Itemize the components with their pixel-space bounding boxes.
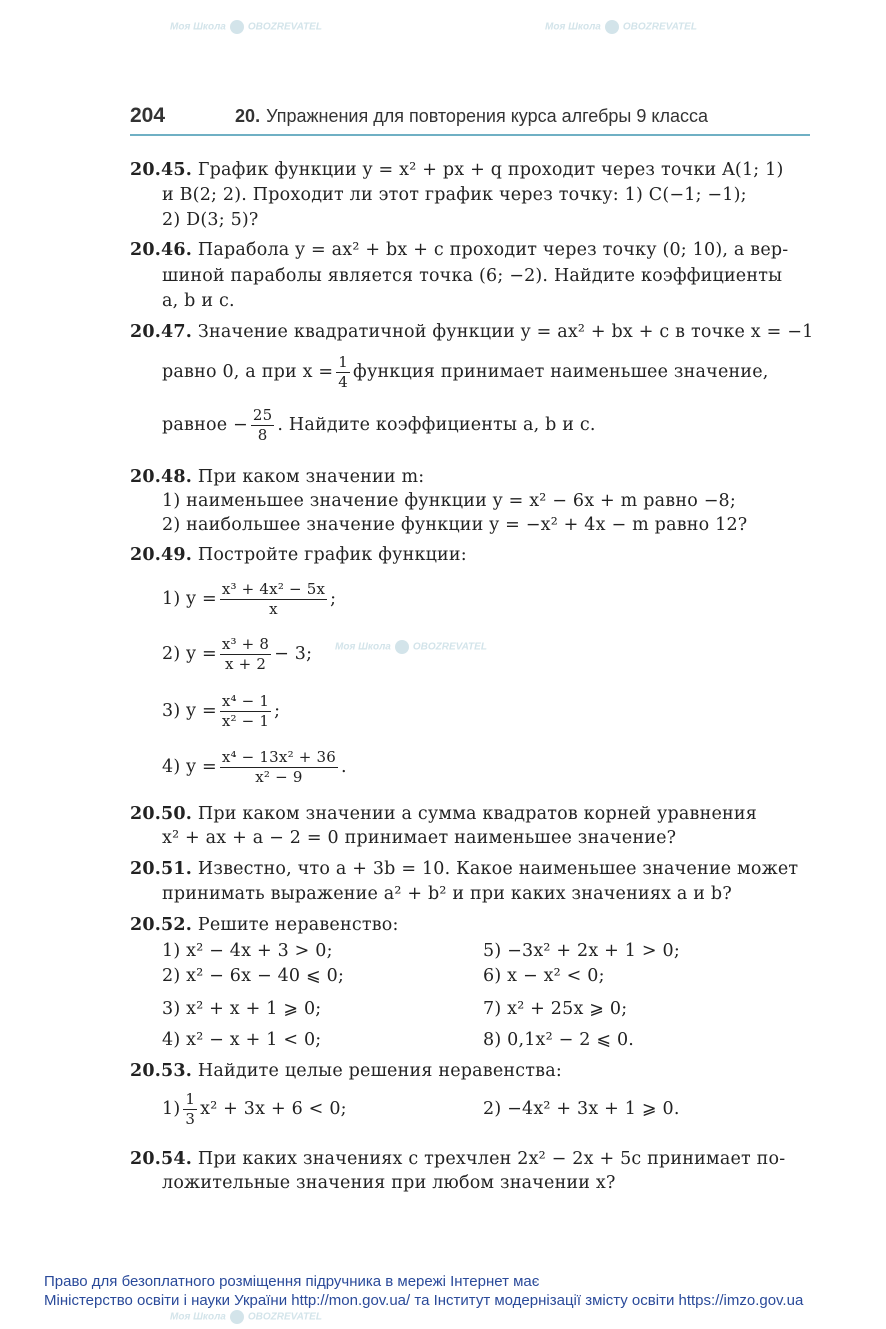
- numerator: 1: [338, 353, 349, 371]
- problem-text: [162, 406, 596, 445]
- text: . Найдите коэффициенты a, b и c.: [277, 415, 596, 435]
- text: .: [340, 757, 347, 777]
- problem-number: 20.50.: [130, 804, 193, 824]
- problem-text: Найдите целые решения неравенства:: [197, 1061, 562, 1081]
- problem-text: 2) наибольшее значение функции y = −x² + 4x − m равно 12?: [162, 515, 748, 535]
- problem-20-46: [130, 238, 788, 262]
- problem-20-51: [130, 857, 798, 881]
- page-header: [130, 104, 708, 128]
- numerator: 25: [252, 406, 273, 424]
- problem-20-47: [130, 320, 813, 344]
- fraction: [220, 580, 327, 619]
- watermark: [170, 20, 322, 34]
- problem-text: шиной параболы является точка (6; −2). Найдите коэффициенты: [162, 266, 783, 286]
- inequality-item: 1) x² − 4x + 3 > 0;: [162, 941, 333, 961]
- item-label: 3) y =: [162, 701, 217, 721]
- fraction: [220, 748, 338, 787]
- denominator: 8: [257, 426, 268, 444]
- numerator: x⁴ − 1: [221, 692, 270, 710]
- problem-number: 20.49.: [130, 545, 193, 565]
- text: функция принимает наименьшее значение,: [353, 362, 769, 382]
- problem-number: 20.54.: [130, 1149, 193, 1169]
- watermark-text: OBOZREVATEL: [247, 1311, 322, 1323]
- function-item: [162, 748, 347, 787]
- problem-text: 1) наименьшее значение функции y = x² − 6x + m равно −8;: [162, 491, 736, 511]
- watermark-text: Моя Школа: [170, 1311, 226, 1323]
- watermark-text: Моя Школа: [170, 21, 226, 33]
- problem-20-45: [130, 158, 784, 182]
- problem-20-49: [130, 543, 467, 567]
- fraction: [183, 1090, 197, 1129]
- inequality-item: 7) x² + 25x ⩾ 0;: [483, 999, 628, 1019]
- problem-text: ложительные значения при любом значении x?: [162, 1173, 616, 1193]
- function-item: [162, 692, 280, 731]
- function-item: [162, 635, 312, 674]
- item-label: 4) y =: [162, 757, 217, 777]
- problem-text: Решите неравенство:: [197, 915, 399, 935]
- inequality-item: 8) 0,1x² − 2 ⩽ 0.: [483, 1030, 635, 1050]
- inequality-item: [162, 1090, 347, 1129]
- text: ;: [330, 589, 337, 609]
- item-label: 1) y =: [162, 589, 217, 609]
- problem-number: 20.53.: [130, 1061, 193, 1081]
- watermark-text: OBOZREVATEL: [247, 21, 322, 33]
- chapter-number: 20.: [235, 106, 261, 126]
- watermark-text: OBOZREVATEL: [622, 21, 697, 33]
- numerator: x⁴ − 13x² + 36: [221, 748, 336, 766]
- problem-number: 20.47.: [130, 322, 193, 342]
- item-label: 1): [162, 1099, 181, 1119]
- problem-text: При каком значении a сумма квадратов корней уравнения: [197, 804, 757, 824]
- inequality-item: 2) −4x² + 3x + 1 ⩾ 0.: [483, 1099, 680, 1119]
- numerator: x³ + 4x² − 5x: [221, 580, 326, 598]
- watermark: [335, 640, 487, 654]
- numerator: x³ + 8: [221, 635, 270, 653]
- problem-text: 2) D(3; 5)?: [162, 210, 259, 230]
- problem-20-53: [130, 1059, 562, 1083]
- inequality-item: 4) x² − x + 1 < 0;: [162, 1030, 322, 1050]
- header-rule: [130, 134, 810, 136]
- problem-20-54: [130, 1147, 785, 1171]
- problem-text: x² + ax + a − 2 = 0 принимает наименьшее значение?: [162, 828, 677, 848]
- footer-license-text: Право для безоплатного розміщення підручника в мережі Інтернет має: [44, 1273, 540, 1290]
- problem-text: [162, 353, 769, 392]
- problem-text: Известно, что a + 3b = 10. Какое наименьшее значение может: [197, 859, 799, 879]
- numerator: 1: [185, 1090, 196, 1108]
- denominator: x: [269, 600, 278, 618]
- problem-20-50: [130, 802, 757, 826]
- inequality-item: 3) x² + x + 1 ⩾ 0;: [162, 999, 322, 1019]
- fraction: [251, 406, 275, 445]
- chapter-title: Упражнения для повторения курса алгебры 9 класса: [266, 106, 708, 126]
- problem-number: 20.51.: [130, 859, 193, 879]
- fraction: [220, 635, 271, 674]
- denominator: x + 2: [224, 655, 267, 673]
- watermark-text: Моя Школа: [335, 641, 391, 653]
- problem-text: принимать выражение a² + b² и при каких значениях a и b?: [162, 884, 732, 904]
- text: − 3;: [274, 644, 313, 664]
- fraction: [220, 692, 271, 731]
- text: равно 0, а при x =: [162, 362, 334, 382]
- footer-license-text: Міністерство освіти і науки України http://mon.gov.ua/ та Інститут модернізації змісту освіти https://imzo.gov.ua: [44, 1292, 804, 1309]
- function-item: [162, 580, 336, 619]
- watermark-text: Моя Школа: [545, 21, 601, 33]
- problem-number: 20.45.: [130, 160, 193, 180]
- problem-number: 20.48.: [130, 467, 193, 487]
- problem-number: 20.52.: [130, 915, 193, 935]
- item-label: 2) y =: [162, 644, 217, 664]
- watermark-text: OBOZREVATEL: [412, 641, 487, 653]
- problem-text: При каком значении m:: [197, 467, 425, 487]
- problem-text: Значение квадратичной функции y = ax² + bx + c в точке x = −1: [197, 322, 814, 342]
- denominator: x² − 9: [255, 768, 303, 786]
- text: ;: [274, 701, 281, 721]
- problem-text: При каких значениях c трехчлен 2x² − 2x + 5c принимает по-: [197, 1149, 786, 1169]
- inequality-item: 5) −3x² + 2x + 1 > 0;: [483, 941, 680, 961]
- page-number: 204: [130, 104, 166, 127]
- problem-number: 20.46.: [130, 240, 193, 260]
- problem-20-52: [130, 913, 399, 937]
- inequality-item: 6) x − x² < 0;: [483, 966, 605, 986]
- text: x² + 3x + 6 < 0;: [200, 1099, 347, 1119]
- denominator: x² − 1: [221, 712, 270, 730]
- denominator: 3: [185, 1110, 196, 1128]
- denominator: 4: [338, 373, 349, 391]
- watermark: [170, 1310, 322, 1324]
- problem-20-48: [130, 465, 424, 489]
- problem-text: Парабола y = ax² + bx + c проходит через точку (0; 10), а вер-: [197, 240, 789, 260]
- problem-text: и B(2; 2). Проходит ли этот график через точку: 1) C(−1; −1);: [162, 185, 747, 205]
- fraction: [336, 353, 350, 392]
- problem-text: График функции y = x² + px + q проходит через точки A(1; 1): [197, 160, 784, 180]
- inequality-item: 2) x² − 6x − 40 ⩽ 0;: [162, 966, 345, 986]
- problem-text: a, b и c.: [162, 291, 235, 311]
- text: равное −: [162, 415, 248, 435]
- problem-text: Постройте график функции:: [197, 545, 467, 565]
- watermark: [545, 20, 697, 34]
